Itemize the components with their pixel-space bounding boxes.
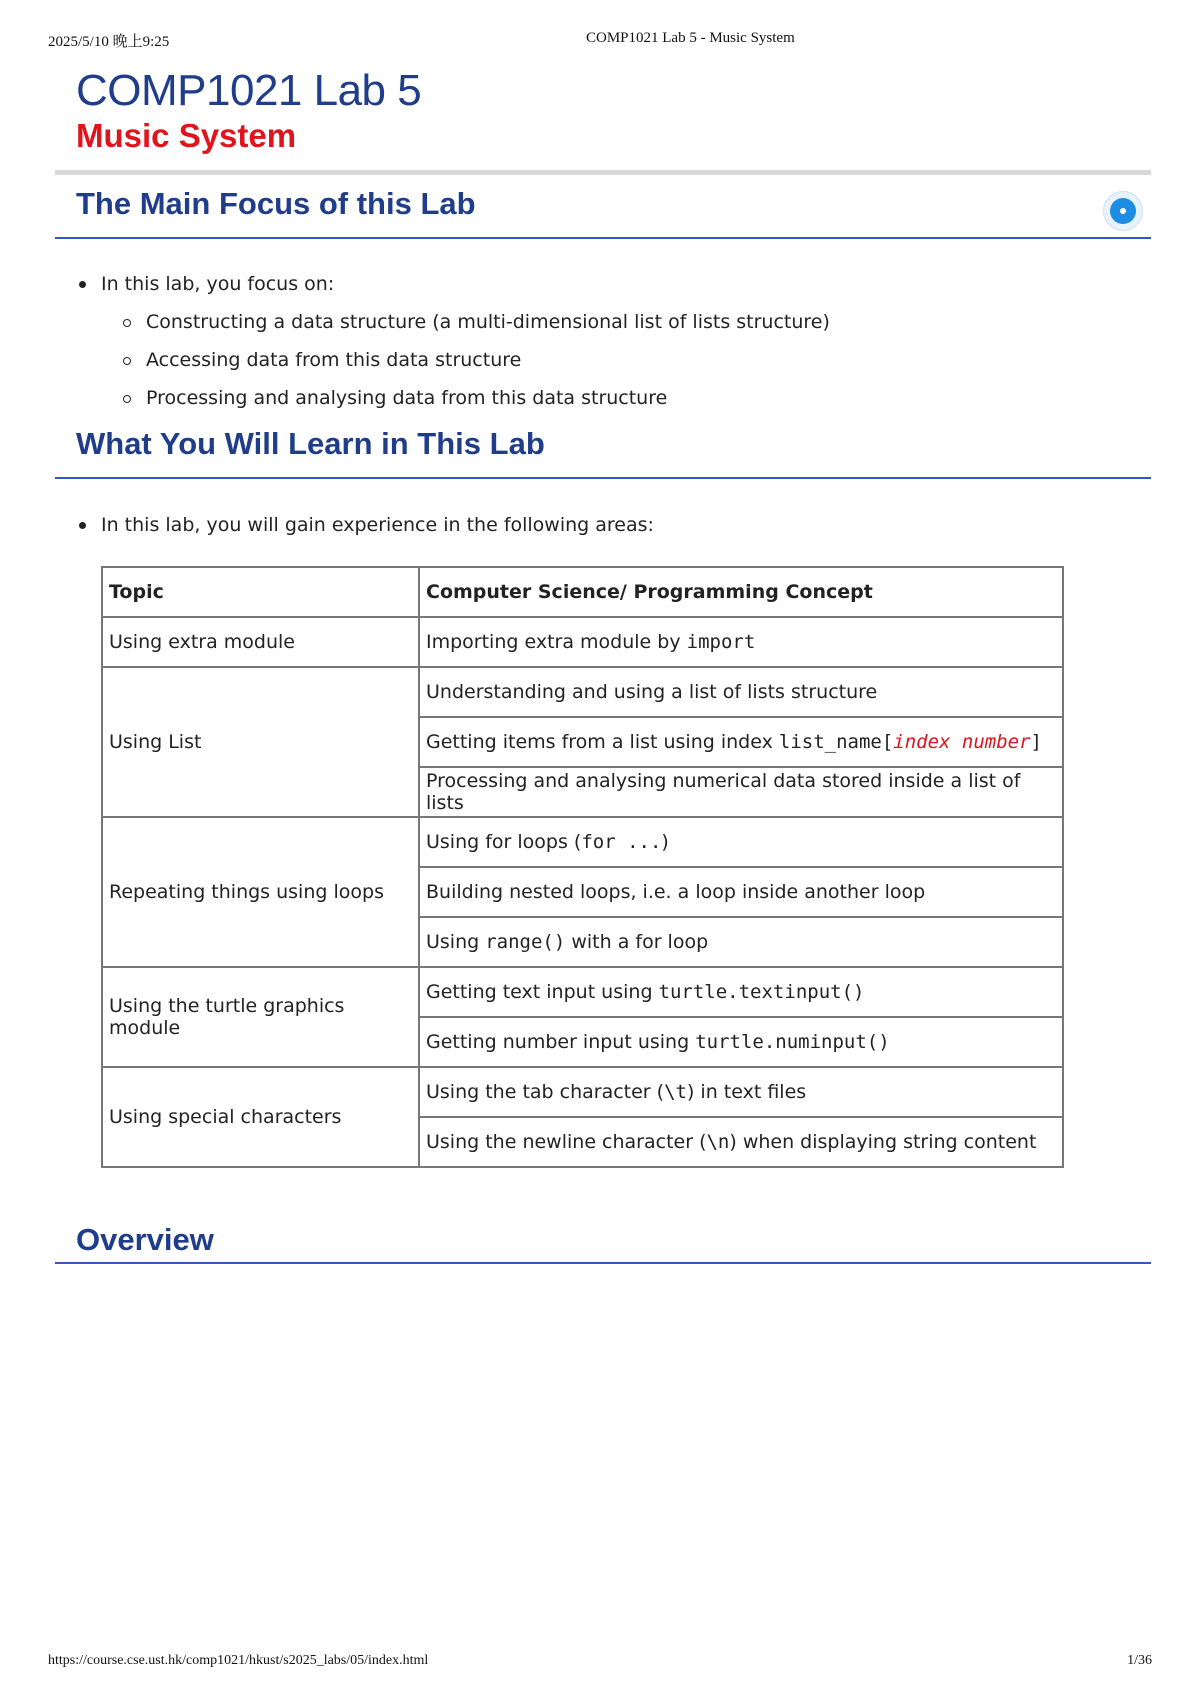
table-row — [102, 817, 1063, 867]
table-cell-concept: Building nested loops, i.e. a loop inside another loop — [419, 867, 1063, 917]
concept-code-emphasis: index number — [893, 731, 1031, 753]
concept-code: for ... — [581, 831, 662, 853]
concept-code: \n — [706, 1131, 730, 1153]
concept-code: \t — [664, 1081, 687, 1103]
concept-text: Getting text input using — [426, 981, 659, 1003]
table-row — [102, 967, 1063, 1017]
concept-code: import — [686, 631, 756, 653]
section-divider-overview — [55, 1262, 1151, 1264]
print-document-title: COMP1021 Lab 5 - Music System — [586, 30, 795, 46]
focus-item: Constructing a data structure (a multi-dimensional list of lists structure) — [121, 309, 830, 335]
concept-code: list_name[ — [778, 731, 894, 753]
learn-intro-item — [76, 512, 654, 538]
print-page-number: 1/36 — [1127, 1653, 1152, 1668]
section-divider-learn — [55, 477, 1151, 479]
table-row — [102, 1067, 1063, 1117]
table-cell-concept — [419, 917, 1063, 967]
concept-code: range() — [485, 931, 566, 953]
focus-intro: In this lab, you focus on: — [101, 273, 335, 295]
learn-intro: In this lab, you will gain experience in the following areas: — [101, 514, 654, 536]
table-cell-topic: Using List — [102, 667, 419, 817]
table-cell-concept: Processing and analysing numerical data stored inside a list of lists — [419, 767, 1063, 817]
circle-button-dot — [1120, 208, 1126, 214]
table-cell-concept — [419, 1067, 1063, 1117]
concept-code: turtle.numinput() — [695, 1031, 890, 1053]
table-header-topic: Topic — [102, 567, 419, 617]
focus-item: Processing and analysing data from this data structure — [121, 385, 830, 411]
print-footer — [48, 1653, 1152, 1673]
learn-list — [76, 512, 654, 538]
concept-text-end: ) — [661, 831, 669, 853]
concept-text-end: ) in text files — [686, 1081, 807, 1103]
table-cell-concept — [419, 1017, 1063, 1067]
table-cell-concept — [419, 717, 1063, 767]
page-subtitle: Music System — [76, 117, 297, 154]
focus-sublist — [121, 309, 830, 411]
print-date: 2025/5/10 晚上9:25 — [48, 34, 170, 50]
concept-text: Getting number input using — [426, 1031, 696, 1053]
table-row — [102, 667, 1063, 717]
concept-text: Using for loops ( — [426, 831, 582, 853]
page-title: COMP1021 Lab 5 — [76, 66, 422, 115]
table-cell-concept — [419, 1117, 1063, 1167]
focus-item: Accessing data from this data structure — [121, 347, 830, 373]
table-cell-concept — [419, 617, 1063, 667]
topics-table — [101, 566, 1064, 1168]
table-cell-topic: Using extra module — [102, 617, 419, 667]
table-cell-topic: Using the turtle graphics module — [102, 967, 419, 1067]
concept-text: Importing extra module by — [426, 631, 687, 653]
concept-text: Getting items from a list using index — [426, 731, 779, 753]
section-title-overview: Overview — [76, 1222, 214, 1257]
focus-list — [76, 271, 830, 423]
concept-code-end: ] — [1030, 731, 1042, 753]
concept-text-end: ) when displaying string content — [729, 1131, 1037, 1153]
table-row — [102, 617, 1063, 667]
section-divider-focus — [55, 237, 1151, 239]
concept-text: Using — [426, 931, 486, 953]
circle-button-icon[interactable] — [1103, 191, 1143, 231]
concept-text: Using the newline character ( — [426, 1131, 707, 1153]
concept-code: turtle.textinput() — [658, 981, 865, 1003]
table-header-row — [102, 567, 1063, 617]
table-header-concept: Computer Science/ Programming Concept — [419, 567, 1063, 617]
concept-text-end: with a for loop — [565, 931, 709, 953]
table-cell-topic: Using special characters — [102, 1067, 419, 1167]
print-header — [48, 30, 1152, 50]
title-divider — [55, 170, 1151, 175]
concept-text: Using the tab character ( — [426, 1081, 665, 1103]
focus-intro-item — [76, 271, 830, 411]
table-cell-concept: Understanding and using a list of lists structure — [419, 667, 1063, 717]
print-url: https://course.cse.ust.hk/comp1021/hkust/s2025_labs/05/index.html — [48, 1653, 429, 1668]
section-title-focus: The Main Focus of this Lab — [76, 186, 476, 221]
table-cell-concept — [419, 817, 1063, 867]
section-title-learn: What You Will Learn in This Lab — [76, 426, 545, 461]
table-cell-concept — [419, 967, 1063, 1017]
table-cell-topic: Repeating things using loops — [102, 817, 419, 967]
